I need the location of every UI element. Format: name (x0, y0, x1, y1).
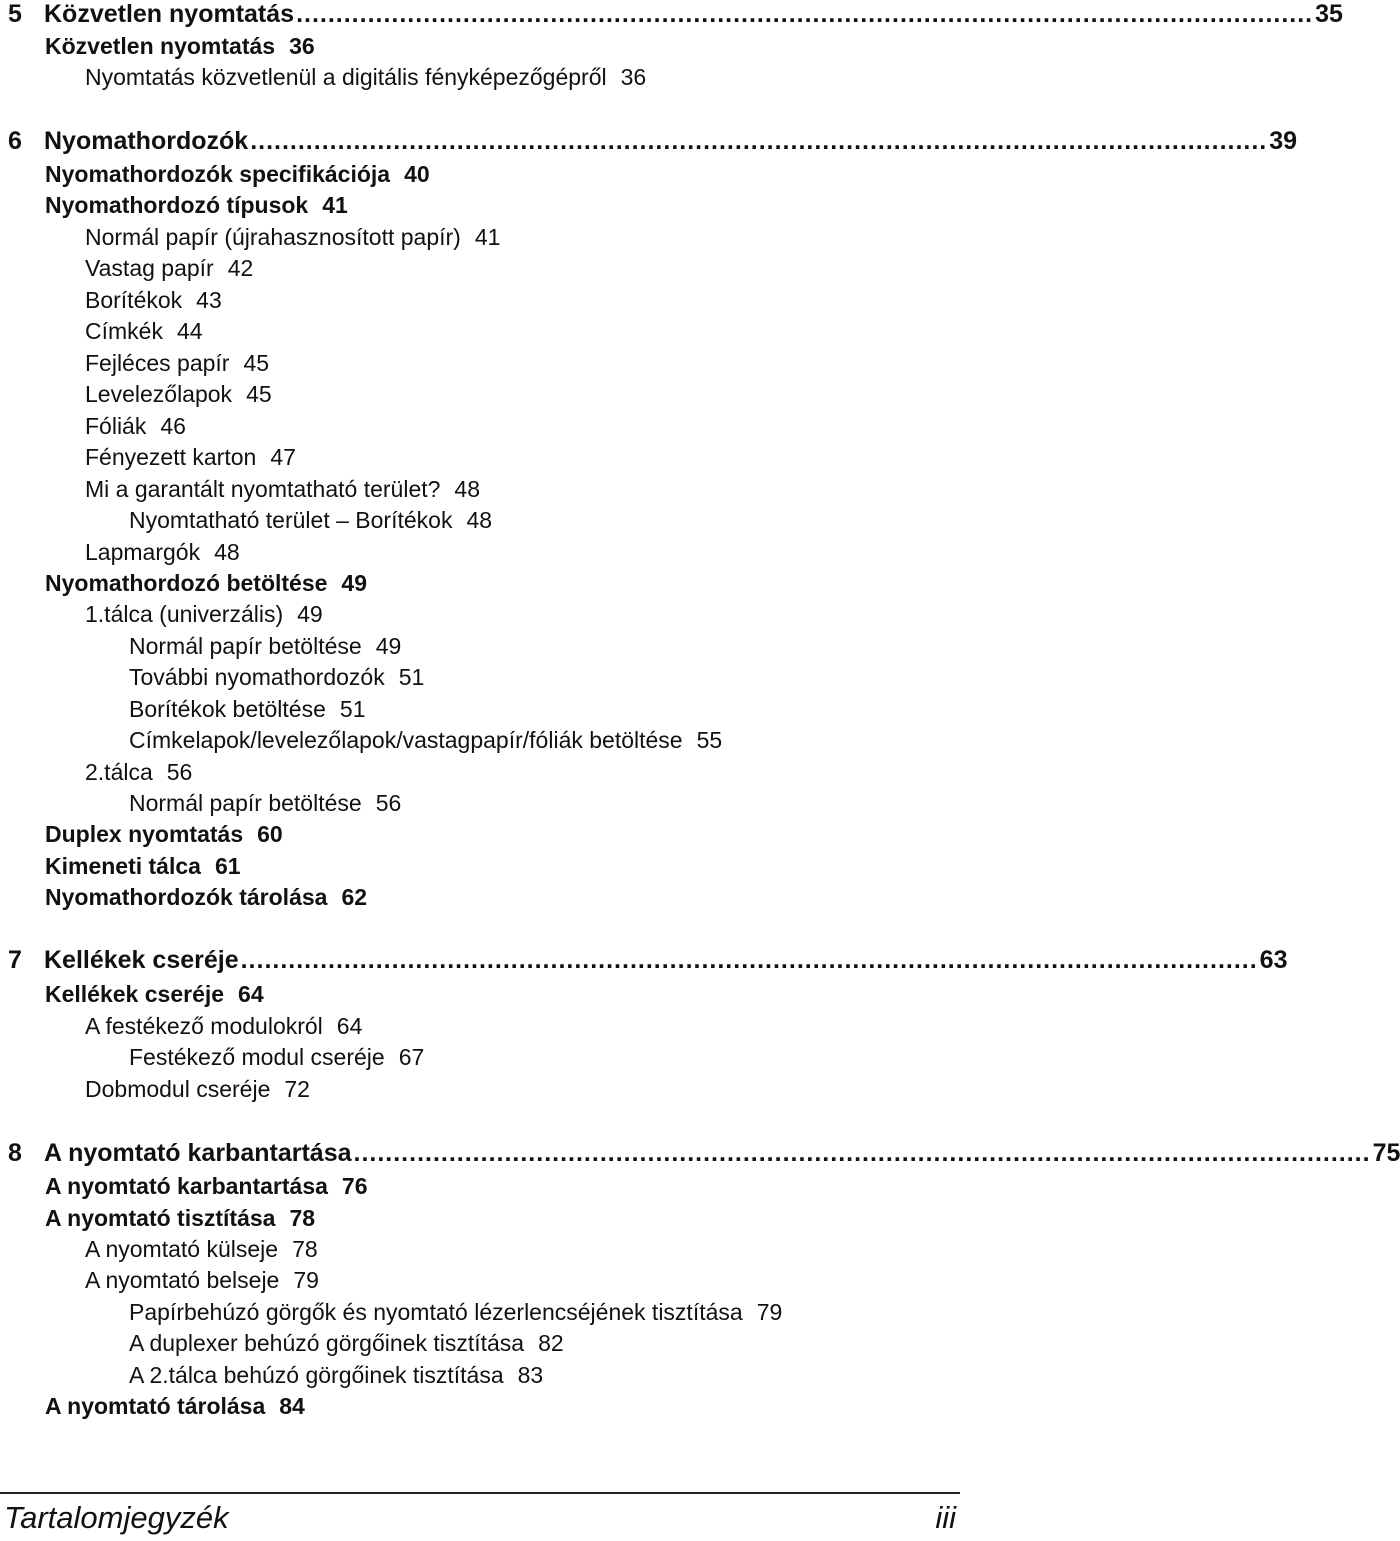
toc-entry[interactable] (129, 630, 401, 662)
entry-page: 60 (257, 821, 283, 847)
entry-page: 47 (270, 444, 296, 470)
entry-text: 1.tálca (univerzális) (85, 601, 284, 627)
toc-entry[interactable] (129, 661, 424, 693)
footer-title: Tartalomjegyzék (4, 1500, 229, 1535)
toc-entry[interactable] (129, 724, 722, 756)
entry-page: 45 (243, 350, 270, 376)
entry-text: Címkelapok/levelezőlapok/vastagpapír/fóliák betöltése (129, 727, 683, 753)
entry-text: Normál papír betöltése (129, 633, 362, 659)
chapter-page: 75 (1372, 1139, 1400, 1167)
entry-page: 36 (620, 64, 647, 90)
entry-page: 48 (454, 476, 481, 502)
toc-entry[interactable] (45, 818, 283, 850)
dot-leader: ................................................................................................................................ (353, 1139, 1371, 1167)
toc-entry[interactable] (85, 756, 192, 788)
toc-entry[interactable] (85, 378, 272, 410)
dot-leader: ................................................................................................................................ (296, 0, 1314, 28)
entry-text: 2.tálca (85, 759, 153, 785)
toc-entry[interactable] (85, 61, 646, 93)
entry-page: 46 (160, 413, 186, 439)
dot-leader: ................................................................................................................................ (250, 127, 1268, 155)
entry-page: 42 (227, 255, 254, 281)
toc-entry[interactable] (85, 221, 500, 253)
entry-page: 51 (398, 664, 425, 690)
entry-page: 48 (466, 507, 493, 533)
entry-text: Címkék (85, 318, 163, 344)
entry-page: 43 (196, 287, 222, 313)
chapter-title: Kellékek cseréje (44, 946, 239, 974)
chapter-number: 8 (8, 1139, 22, 1167)
entry-page: 78 (289, 1205, 316, 1231)
toc-entry[interactable] (85, 536, 240, 568)
entry-text: Fejléces papír (85, 350, 230, 376)
entry-text: Dobmodul cseréje (85, 1076, 271, 1102)
toc-entry[interactable] (85, 1233, 318, 1265)
entry-text: Normál papír betöltése (129, 790, 362, 816)
entry-page: 83 (517, 1362, 544, 1388)
footer-divider (0, 1492, 960, 1494)
entry-text: A festékező modulokról (85, 1013, 323, 1039)
chapter-heading[interactable] (8, 0, 1343, 31)
toc-entry[interactable] (85, 315, 203, 347)
entry-page: 41 (474, 224, 501, 250)
toc-entry[interactable] (85, 252, 253, 284)
entry-page: 36 (289, 33, 315, 59)
entry-text: Fényezett karton (85, 444, 257, 470)
entry-page: 49 (375, 633, 402, 659)
entry-page: 49 (297, 601, 323, 627)
entry-text: A nyomtató karbantartása (45, 1173, 328, 1199)
entry-text: Levelezőlapok (85, 381, 233, 407)
toc-entry[interactable] (85, 284, 222, 316)
entry-page: 48 (214, 539, 240, 565)
toc-entry[interactable] (45, 1390, 305, 1422)
toc-entry[interactable] (45, 850, 241, 882)
toc-entry[interactable] (129, 1296, 782, 1328)
chapter-title: A nyomtató karbantartása (44, 1139, 352, 1167)
toc-entry[interactable] (129, 1359, 543, 1391)
entry-page: 64 (336, 1013, 363, 1039)
entry-text: Nyomathordozók specifikációja (45, 161, 391, 187)
entry-page: 55 (696, 727, 723, 753)
toc-entry[interactable] (85, 1010, 362, 1042)
chapter-number: 7 (8, 946, 22, 974)
entry-page: 79 (756, 1299, 783, 1325)
toc-entry[interactable] (45, 1202, 315, 1234)
toc-entry[interactable] (129, 787, 401, 819)
toc-entry[interactable] (85, 1264, 319, 1296)
entry-text: A nyomtató tárolása (45, 1393, 266, 1419)
entry-text: Normál papír (újrahasznosított papír) (85, 224, 461, 250)
entry-text: A nyomtató belseje (85, 1267, 280, 1293)
entry-text: További nyomathordozók (129, 664, 385, 690)
entry-page: 79 (293, 1267, 319, 1293)
chapter-heading[interactable] (8, 124, 1298, 158)
entry-page: 56 (375, 790, 402, 816)
toc-entry[interactable] (129, 1327, 564, 1359)
toc-entry[interactable] (85, 347, 269, 379)
entry-text: Kellékek cseréje (45, 981, 225, 1007)
entry-page: 76 (341, 1173, 368, 1199)
entry-text: Mi a garantált nyomtatható terület? (85, 476, 441, 502)
entry-page: 44 (176, 318, 203, 344)
chapter-heading[interactable] (8, 943, 1288, 977)
chapter-page: 35 (1315, 0, 1343, 28)
toc-entry[interactable] (45, 881, 367, 913)
chapter-title: Nyomathordozók (44, 127, 249, 155)
entry-text: A duplexer behúzó görgőinek tisztítása (129, 1330, 525, 1356)
entry-page: 67 (398, 1044, 425, 1070)
entry-text: Vastag papír (85, 255, 214, 281)
chapter-number: 6 (8, 127, 22, 155)
toc-entry[interactable] (45, 189, 348, 221)
chapter-page: 39 (1269, 127, 1298, 155)
toc-entry[interactable] (85, 410, 186, 442)
entry-text: Fóliák (85, 413, 147, 439)
entry-text: Duplex nyomtatás (45, 821, 244, 847)
entry-text: A nyomtató külseje (85, 1236, 279, 1262)
toc-entry[interactable] (45, 978, 264, 1010)
entry-page: 62 (341, 884, 368, 910)
entry-text: Lapmargók (85, 539, 201, 565)
entry-text: A nyomtató tisztítása (45, 1205, 276, 1231)
footer-page-number: iii (935, 1500, 956, 1535)
entry-page: 64 (238, 981, 264, 1007)
toc-entry[interactable] (85, 441, 296, 473)
dot-leader: ................................................................................................................................ (240, 946, 1258, 974)
entry-page: 56 (166, 759, 193, 785)
entry-page: 78 (292, 1236, 318, 1262)
entry-text: Nyomtatható terület – Borítékok (129, 507, 453, 533)
chapter-heading[interactable] (8, 1136, 1400, 1170)
entry-text: Nyomathordozó betöltése (45, 570, 328, 596)
toc-entry[interactable] (129, 693, 366, 725)
entry-text: Nyomathordozó típusok (45, 192, 309, 218)
toc-entry[interactable] (45, 567, 367, 599)
toc-entry[interactable] (85, 598, 323, 630)
entry-text: Papírbehúzó görgők és nyomtató lézerlencséjének tisztítása (129, 1299, 743, 1325)
entry-page: 45 (246, 381, 272, 407)
entry-page: 51 (339, 696, 366, 722)
chapter-number: 5 (8, 0, 22, 28)
toc-entry[interactable] (85, 473, 480, 505)
entry-text: Borítékok betöltése (129, 696, 326, 722)
entry-text: Nyomtatás közvetlenül a digitális fényképezőgépről (85, 64, 607, 90)
entry-text: A 2.tálca behúzó görgőinek tisztítása (129, 1362, 504, 1388)
toc-entry[interactable] (45, 158, 430, 190)
entry-text: Kimeneti tálca (45, 853, 201, 879)
entry-page: 84 (279, 1393, 305, 1419)
entry-page: 72 (284, 1076, 310, 1102)
entry-text: Nyomathordozók tárolása (45, 884, 328, 910)
toc-entry[interactable] (45, 30, 315, 62)
toc-entry[interactable] (129, 504, 492, 536)
chapter-page: 63 (1259, 946, 1288, 974)
entry-text: Közvetlen nyomtatás (45, 33, 276, 59)
toc-entry[interactable] (85, 1073, 310, 1105)
entry-page: 82 (538, 1330, 564, 1356)
entry-page: 40 (404, 161, 430, 187)
entry-text: Borítékok (85, 287, 183, 313)
entry-page: 49 (341, 570, 368, 596)
entry-page: 61 (214, 853, 241, 879)
chapter-title: Közvetlen nyomtatás (44, 0, 295, 28)
entry-page: 41 (322, 192, 348, 218)
entry-text: Festékező modul cseréje (129, 1044, 385, 1070)
toc-entry[interactable] (45, 1170, 368, 1202)
toc-entry[interactable] (129, 1041, 424, 1073)
